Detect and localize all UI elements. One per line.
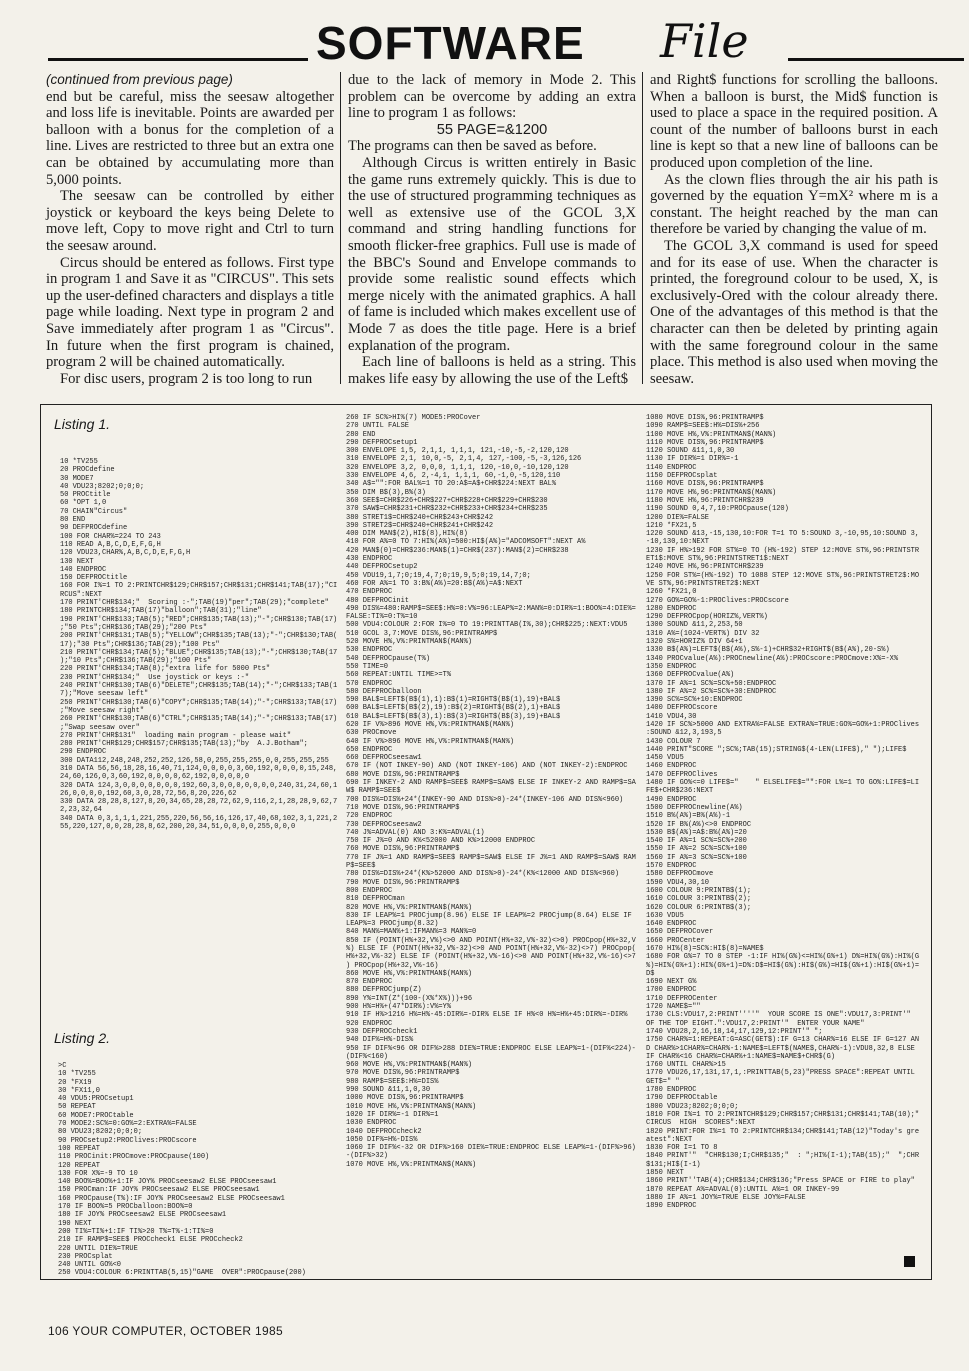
column-divider <box>642 72 643 384</box>
article-column-3 <box>650 72 938 387</box>
paragraph: end but be careful, miss the seesaw altogether and loss life is inevitable. Points are awarded per balloon with a bonus for the completion of a line. Lives are restricted to three but an extra one can be obtained by accumulating more than 5,000 points. <box>46 88 334 188</box>
article-column-2 <box>348 72 636 387</box>
listing2-code: >C 10 *TV255 20 *FX19 30 *FX11,0 40 VDU5:PROCsetup1 50 REPEAT 60 MODE7:PROCtable 70 MODE2:SC%=0:GO%=2:EXTRA%=FALSE 80 VDU23;8202;0;0;0; 90 PROCsetup2:PROClives:PROCscore 100 REPEAT 110 PROCinit:PROCmove:PROCpause(100) 120 REPEAT 130 FOR X%=-9 TO 10 140 BOO%=BOO%+1:IF JOY% PROCseesaw2 ELSE PROCseesaw1 150 PROCman:IF JOY% PROCseesaw2 ELSE PROCseesaw1 160 PROCpause(T%):IF JOY% PROCseesaw2 ELSE PROCseesaw1 170 IF BOO%=5 PROCballoon:BOO%=0 180 IF JOY% PROCseesaw2 ELSE PROCseesaw1 190 NEXT 200 TI%=TI%+1:IF TI%>20 T%=T%-1:TI%=0 210 IF RAMP$=SEE$ PROCcheck1 ELSE PROCcheck2 220 UNTIL DIE%=TRUE 230 PROCsplat 240 UNTIL GO%<0 250 VDU4:COLOUR 6:PRINTTAB(5,15)"GAME OVER":PROCpause(200) <box>58 1062 306 1278</box>
listing2-heading: Listing 2. <box>54 1030 111 1046</box>
paragraph: due to the lack of memory in Mode 2. This problem can be overcome by adding an extra line to program 1 as follows: <box>348 72 636 122</box>
listing1-heading: Listing 1. <box>54 416 111 432</box>
paragraph: For disc users, program 2 is too long to run <box>60 370 313 387</box>
inline-code-line: 55 PAGE=&1200 <box>436 121 548 138</box>
article-body <box>46 72 938 387</box>
paragraph: Each line of balloons is held as a string. This makes life easy by allowing the use of the Left$ <box>348 354 636 387</box>
paragraph: The programs can then be saved as before. <box>348 138 597 155</box>
page-header <box>48 14 948 74</box>
header-rule-right <box>788 58 964 61</box>
header-rule-left <box>48 58 308 61</box>
column-divider <box>340 72 341 384</box>
header-title: SOFTWARE <box>316 17 585 69</box>
page-footer: 106 YOUR COMPUTER, OCTOBER 1985 <box>48 1324 283 1338</box>
listing2-code-column3: 1080 MOVE DIS%,96:PRINTRAMP$ 1090 RAMP$=SEE$:H%=DIS%+256 1100 MOVE H%,V%:PRINTMAN$(MAN%) 1110 MOVE DIS%,96:PRINTRAMP$ 1120 SOUND &11,1,0,30 1130 IF DIR%=1 DIR%=-1 1140 ENDPROC 1150 DEFPROCsplat 1160 MOVE DIS%,96:PRINTRAMP$ 1170 MOVE H%,96:PRINTMAN$(MAN%) 1180 MOVE H%,96:PRINTCHR$239 1190 SOUND 0,4,7,10:PROCpause(120) 1200 DIE%=FALSE 1210 *FX21,5 1220 SOUND &13,-15,130,10:FOR T=1 TO 5:SOUND 3,-10,95,10:SOUND 3, -10,130,10:NEXT 1230 IF H%>192 FOR ST%=0 TO (H%-192) STEP 12:MOVE ST%,96:PRINTSTR ET1$:MOVE ST%,96:PRINTSTRET1$:NEXT 1240 MOVE H%,96:PRINTCHR$239 1250 FOR ST%=(H%-192) TO 1088 STEP 12:MOVE ST%,96:PRINTSTRET2$:MO VE ST%,96:PRINTSTRET2$:NEXT 1260 *FX21,0 1270 GO%=GO%-1:PROClives:PROCscore 1280 ENDPROC 1290 DEFPROCpop(HORIZ%,VERT%) 1300 SOUND &11,2,253,50 1310 A%=(1024-VERT%) DIV 32 1320 S%=HORIZ% DIV 64+1 1330 B$(A%)=LEFT$(B$(A%),S%-1)+CHR$32+RIGHT$(B$(A%),20-S%) 1340 PROCvalue(A%):PROCnewline(A%):PROCscore:PROCmove:X%=-X% 1350 ENDPROC 1360 DEFPROCvalue(A%) 1370 IF A%=1 SC%=SC%+50:ENDPROC 1380 IF A%=2 SC%=SC%+30:ENDPROC 1390 SC%=SC%+10:ENDPROC 1400 DEFPROCscore 1410 VDU4,30 1420 IF SC%>5000 AND EXTRA%=FALSE EXTRA%=TRUE:GO%=GO%+1:PROClives :SOUND &12,3,193,5 1430 COLOUR 7 1440 PRINT"SCORE ";SC%;TAB(15);STRING$(4-LEN(LIFE$)," ");LIFE$ 1450 VDU5 1460 ENDPROC 1470 DEFPROClives 1480 IF GO%<=0 LIFE$=" " ELSELIFE$="":FOR L%=1 TO GO%:LIFE$=LI FE$+CHR$236:NEXT 1490 ENDPROC 1500 DEFPROCnewline(A%) 1510 B%(A%)=B%(A%)-1 1520 IF B%(A%)<>0 ENDPROC 1530 B$(A%)=A$:B%(A%)=20 1540 IF A%=1 SC%=SC%+200 1550 IF A%=2 SC%=SC%+100 1560 IF A%=3 SC%=SC%+100 1570 ENDPROC 1580 DEFPROCmove 1590 VDU4,30,10 1600 COLOUR 9:PRINTB$(1); 1610 COLOUR 3:PRINTB$(2); 1620 COLOUR 6:PRINTB$(3); 1630 VDU5 1640 ENDPROC 1650 DEFPROCover 1660 PROCenter 1670 HI%(8)=SC%:HI$(8)=NAME$ 1680 FOR G%=7 TO 0 STEP -1:IF HI%(G%)<=HI%(G%+1) D%=HI%(G%):HI%(G %)=HI%(G%+1):HI%(G%+1)=D%:D$=HI$(G%):HI$(G%)=HI$(G%+1):HI$(G%+1)= D$ 1690 NEXT G% 1700 ENDPROC 1710 DEFPROCenter 1720 NAME$="" 1730 CLS:VDU17,2:PRINT''''" YOUR SCORE IS ONE":VDU17,3:PRINT'" OF THE TOP EIGHT.":VDU17,2:PRINT'" ENTER YOUR NAME" 1740 VDU28,2,16,18,14,17,129,12:PRINT'" "; 1750 CHAR%=1:REPEAT:G=ASC(GET$):IF G=13 CHAR%=16 ELSE IF G=127 AN D CHAR%>1CHAR%=CHAR%-1:NAME$=LEFT$(NAME$,CHAR%-1):VDU8,32,8 ELSE IF CHAR%<16 CHAR%=CHAR%+1:NAME$=NAME$+CHR$(G) 1760 UNTIL CHAR%>15 1770 VDU26,17,131,17,1,:PRINTTAB(5,23)"PRESS SPACE":REPEAT UNTIL GET$=" " 1780 ENDPROC 1790 DEFPROCtable 1800 VDU23;8202;0;0;0; 1810 FOR I%=1 TO 2:PRINTCHR$129;CHR$157;CHR$131;CHR$141;TAB(10);" CIRCUS HIGH SCORES":NEXT 1820 PRINT:FOR I%=1 TO 2:PRINTCHR$134;CHR$141;TAB(12)"Today's gre atest":NEXT 1830 FOR I=1 TO 8 1840 PRINT'" "CHR$130;I;CHR$135;" : ";HI%(I-1);TAB(15);" ";CHR $131;HI$(I-1) 1850 NEXT 1860 PRINT''TAB(4);CHR$134;CHR$136;"Press SPACE or FIRE to play" 1870 REPEAT A%=ADVAL(0):UNTIL A%=1 OR INKEY-99 1880 IF A%=1 JOY%=TRUE ELSE JOY%=FALSE 1890 ENDPROC <box>646 414 920 1211</box>
paragraph: As the clown flies through the air his path is governed by the equation Y=mX² where m is a constant. The height reached by the man can therefore be varied by changing the value of m. <box>650 171 938 238</box>
listing1-code: 10 *TV255 20 PROCdefine 30 MODE7 40 VDU23;8202;0;0;0; 50 PROCtitle 60 *OPT 1,0 70 CHAIN"Circus" 80 END 90 DEFPROCdefine 100 FOR CHAR%=224 TO 243 110 READ A,B,C,D,E,F,G,H 120 VDU23,CHAR%,A,B,C,D,E,F,G,H 130 NEXT 140 ENDPROC 150 DEFPROCtitle 160 FOR I%=1 TO 2:PRINTCHR$129;CHR$157;CHR$131;CHR$141;TAB(17);"CI RCUS":NEXT 170 PRINT'CHR$134;" Scoring :-";TAB(19)"per";TAB(29);"complete" 180 PRINTCHR$134;TAB(17)"balloon";TAB(31);"line" 190 PRINT'CHR$133;TAB(5);"RED";CHR$135;TAB(13);"-";CHR$130;TAB(17) ;"50 Pts";CHR$136;TAB(29);"200 Pts" 200 PRINT'CHR$131;TAB(5);"YELLOW";CHR$135;TAB(13);"-";CHR$130;TAB( 17);"30 Pts";CHR$136;TAB(29);"100 Pts" 210 PRINT'CHR$134;TAB(5);"BLUE";CHR$135;TAB(13);"-";CHR$130;TAB(17 );"10 Pts";CHR$136;TAB(29);"100 Pts" 220 PRINT'CHR$134;TAB(8);"extra life for 5000 Pts" 230 PRINT'CHR$134;" Use joystick or keys :-" 240 PRINT'CHR$130;TAB(6)"DELETE";CHR$135;TAB(14);"-";CHR$133;TAB(1 7);"Move seesaw left" 250 PRINT'CHR$130;TAB(6)"COPY";CHR$135;TAB(14);"-";CHR$133;TAB(17) ;"Move seesaw right" 260 PRINT'CHR$130;TAB(6)"CTRL";CHR$135;TAB(14);"-";CHR$133;TAB(17) ;"Swap seesaw over" 270 PRINT'CHR$131" loading main program - please wait" 280 PRINT'CHR$129;CHR$157;CHR$135;TAB(13);"by A.J.Botham"; 290 ENDPROC 300 DATA112,248,248,252,252,126,58,0,255,255,255,0,0,255,255,255 310 DATA 56,56,18,28,16,40,71,124,0,0,0,0,3,60,192,0,0,0,0,15,248, 24,60,126,0,3,60,192,0,0,0,0,62,192,0,0,0,0,0 320 DATA 124,3,0,0,0,0,0,0,0,192,60,3,0,0,0,0,0,0,0,240,31,24,60,1 26,0,0,0,0,192,60,3,0,28,72,56,8,20,226,62 330 DATA 28,28,8,127,8,20,34,65,28,28,72,62,9,116,2,1,28,28,9,62,7 2,23,32,64 340 DATA 0,3,1,1,1,221,255,220,56,56,16,126,17,40,68,102,3,1,221,2 55,220,127,0,0,28,28,8,62,200,20,34,51,0,0,0,0,255,0,0,0 <box>60 458 338 832</box>
paragraph: Circus should be entered as follows. First type in program 1 and Save it as "CIRCUS". This sets up the user-defined characters and displays a title page while loading. Next type in program 2 and Save immediately after program 1 as "Circus". In future when the first program is chained, program 2 will be chained automatically. <box>46 254 334 371</box>
listing2-code-column2: 260 IF SC%>HI%(7) MODE5:PROCover 270 UNTIL FALSE 280 END 290 DEFPROCsetup1 300 ENVELOPE 1,5, 2,1,1, 1,1,1, 121,-10,-5,-2,120,120 310 ENVELOPE 2,1, 10,0,-5, 2,1,4, 127,-100,-5,-3,126,126 320 ENVELOPE 3,2, 0,0,0, 1,1,1, 120,-10,0,-10,120,120 330 ENVELOPE 4,6, 2,-4,1, 1,1,1, 60,-1,0,-5,120,110 340 A$="":FOR BAL%=1 TO 20:A$=A$+CHR$224:NEXT BAL% 350 DIM B$(3),B%(3) 360 SEE$=CHR$226+CHR$227+CHR$228+CHR$229+CHR$230 370 SAW$=CHR$231+CHR$232+CHR$233+CHR$234+CHR$235 380 STRET1$=CHR$240+CHR$243+CHR$242 390 STRET2$=CHR$240+CHR$241+CHR$242 400 DIM MAN$(2),HI$(8),HI%(8) 410 FOR A%=0 TO 7:HI%(A%)=500:HI$(A%)="ADCOMSOFT":NEXT A% 420 MAN$(0)=CHR$236:MAN$(1)=CHR$(237):MAN$(2)=CHR$238 430 ENDPROC 440 DEFPROCsetup2 450 VDU19,1,7;0;19,4,7;0;19,9,5;0;19,14,7;0; 460 FOR A%=1 TO 3:B%(A%)=20:B$(A%)=A$:NEXT 470 ENDPROC 480 DEFPROCinit 490 DIS%=480:RAMP$=SEE$:H%=0:V%=96:LEAP%=2:MAN%=0:DIR%=1:BOO%=4:DIE%= FALSE:TI%=0:T%=10 500 VDU4:COLOUR 2:FOR I%=0 TO 19:PRINTTAB(I%,30);CHR$225;:NEXT:VDU5 510 GCOL 3,7:MOVE DIS%,96:PRINTRAMP$ 520 MOVE H%,V%:PRINTMAN$(MAN%) 530 ENDPROC 540 DEFPROCpause(T%) 550 TIME=0 560 REPEAT:UNTIL TIME>=T% 570 ENDPROC 580 DEFPROCballoon 590 BAL$=LEFT$(B$(1),1):B$(1)=RIGHT$(B$(1),19)+BAL$ 600 BAL$=LEFT$(B$(2),19):B$(2)=RIGHT$(B$(2),1)+BAL$ 610 BAL$=LEFT$(B$(3),1):B$(3)=RIGHT$(B$(3),19)+BAL$ 620 IF V%>896 MOVE H%,V%:PRINTMAN$(MAN%) 630 PROCmove 640 IF V%>896 MOVE H%,V%:PRINTMAN$(MAN%) 650 ENDPROC 660 DEFPROCseesaw1 670 IF (NOT INKEY-90) AND (NOT INKEY-106) AND (NOT INKEY-2):ENDPROC 680 MOVE DIS%,96:PRINTRAMP$ 690 IF INKEY-2 AND RAMP$=SEE$ RAMP$=SAW$ ELSE IF INKEY-2 AND RAMP$=SA W$ RAMP$=SEE$ 700 DIS%=DIS%+24*(INKEY-90 AND DIS%>0)-24*(INKEY-106 AND DIS%<960) 710 MOVE DIS%,96:PRINTRAMP$ 720 ENDPROC 730 DEFPROCseesaw2 740 J%=ADVAL(0) AND 3:K%=ADVAL(1) 750 IF J%=0 AND K%<52000 AND K%>12000 ENDPROC 760 MOVE DIS%,96:PRINTRAMP$ 770 IF J%=1 AND RAMP$=SEE$ RAMP$=SAW$ ELSE IF J%=1 AND RAMP$=SAW$ RAM P$=SEE$ 780 DIS%=DIS%+24*(K%>52000 AND DIS%>0)-24*(K%<12000 AND DIS%<960) 790 MOVE DIS%,96:PRINTRAMP$ 800 ENDPROC 810 DEFPROCman 820 MOVE H%,V%:PRINTMAN$(MAN%) 830 IF LEAP%=1 PROCjump(8.96) ELSE IF LEAP%=2 PROCjump(8.64) ELSE IF LEAP%=3 PROCjump(8.32) 840 MAN%=MAN%+1:IFMAN%=3 MAN%=0 850 IF (POINT(H%+32,V%)<>0 AND POINT(H%+32,V%-32)<>0) PROCpop(H%+32,V %) ELSE IF (POINT(H%+32,V%-32)<>0 AND POINT(H%+32,V%-32)<>7) PROCpop( H%+32,V%-32) ELSE IF (POINT(H%+32,V%-16)<>0 AND POINT(H%+32,V%-16)<>7 ) PROCpop(H%+32,V%-16) 860 MOVE H%,V%:PRINTMAN$(MAN%) 870 ENDPROC 880 DEFPROCjump(Z) 890 Y%=INT(Z*(100-(X%*X%)))+96 900 H%=H%+(47*DIR%):V%=Y% 910 IF H%>1216 H%=H%-45:DIR%=-DIR% ELSE IF H%<0 H%=H%+45:DIR%=-DIR% 920 ENDPROC 930 DEFPROCcheck1 940 DIF%=H%-DIS% 950 IF DIF%<96 OR DIF%>288 DIE%=TRUE:ENDPROC ELSE LEAP%=1-(DIF%<224)- (DIF%<160) 960 MOVE H%,V%:PRINTMAN$(MAN%) 970 MOVE DIS%,96:PRINTRAMP$ 980 RAMP$=SEE$:H%=DIS% 990 SOUND &11,1,0,30 1000 MOVE DIS%,96:PRINTRAMP$ 1010 MOVE H%,V%:PRINTMAN$(MAN%) 1020 IF DIR%=-1 DIR%=1 1030 ENDPROC 1040 DEFPROCcheck2 1050 DIF%=H%-DIS% 1060 IF DIF%<-32 OR DIF%>160 DIE%=TRUE:ENDPROC ELSE LEAP%=1-(DIF%>96) -(DIF%>32) 1070 MOVE H%,V%:PRINTMAN$(MAN%) <box>346 414 636 1169</box>
article-column-1 <box>46 72 334 387</box>
paragraph: Although Circus is written entirely in Basic the game runs extremely quickly. This is due to the use of structured programming techniques as well as extensive use of the GCOL 3,X command and string handling functions for smooth flicker-free graphics. Full use is made of the BBC's Sound and Envelope commands to provide some realistic sound effects which merge nicely with the animated graphics. A hall of fame is included which makes excellent use of Mode 7 as does the title page. Here is a brief explanation of the program. <box>348 154 636 354</box>
paragraph: and Right$ functions for scrolling the balloons. When a balloon is burst, the Mid$ function is used to place a space in the required position. A count of the number of balloons burst in each line is kept so that a new line of balloons can be produced upon completion of the line. <box>650 72 938 171</box>
paragraph: The GCOL 3,X command is used for speed and for its ease of use. When the character is printed, the foreground colour to be used, X, is exclusively-Ored with the colour already there. One of the advantages of this method is that the character can then be deleted by printing again with the same foreground colour in the same place. This method is also used when moving the seesaw. <box>650 237 938 387</box>
continued-note: (continued from previous page) <box>46 72 233 87</box>
header-script-word: File <box>660 14 749 68</box>
end-mark-square <box>904 1256 915 1267</box>
paragraph: The seesaw can be controlled by either joystick or keyboard the keys being Delete to move left, Copy to move right and Ctrl to turn the seesaw around. <box>46 188 334 254</box>
